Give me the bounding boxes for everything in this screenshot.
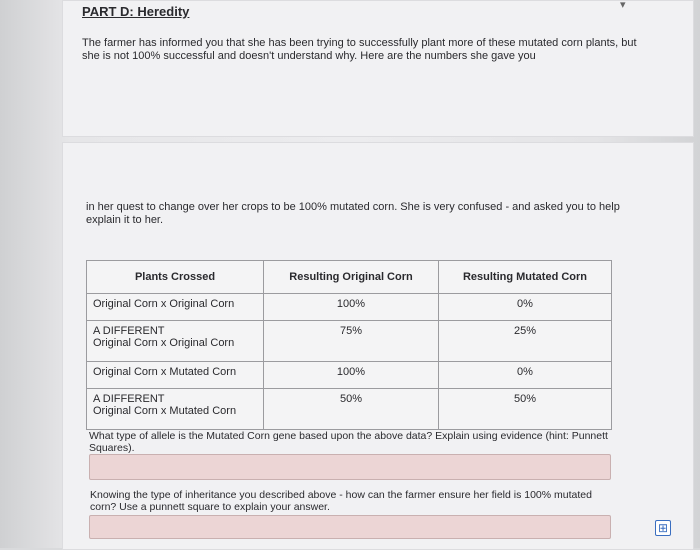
intro-card bbox=[62, 0, 694, 137]
original-percent-cell: 75% bbox=[264, 321, 439, 362]
question-1-text: What type of allele is the Mutated Corn gene based upon the above data? Explain using evidence (hint: Punnett Squares). bbox=[89, 430, 608, 454]
mutated-percent-cell: 0% bbox=[439, 294, 612, 321]
table-row bbox=[87, 321, 612, 362]
original-percent-cell: 50% bbox=[264, 389, 439, 430]
cross-cell: A DIFFERENT Original Corn x Original Corn bbox=[87, 321, 264, 362]
cross-results-table bbox=[86, 260, 612, 430]
mutated-percent-cell: 50% bbox=[439, 389, 612, 430]
mutated-percent-cell: 25% bbox=[439, 321, 612, 362]
cross-cell: Original Corn x Mutated Corn bbox=[87, 362, 264, 389]
cross-cell: Original Corn x Original Corn bbox=[87, 294, 264, 321]
original-percent-cell: 100% bbox=[264, 362, 439, 389]
question-2-answer-field[interactable] bbox=[89, 515, 611, 539]
mutated-percent-cell: 0% bbox=[439, 362, 612, 389]
question-1-answer-field[interactable] bbox=[89, 454, 611, 480]
header-original-corn: Resulting Original Corn bbox=[264, 261, 439, 294]
continuation-paragraph: in her quest to change over her crops to be 100% mutated corn. She is very confused - and asked you to help explain it to her. bbox=[86, 201, 620, 226]
caret-down-icon: ▾ bbox=[620, 0, 626, 11]
table-row bbox=[87, 362, 612, 389]
cross-cell: A DIFFERENT Original Corn x Mutated Corn bbox=[87, 389, 264, 430]
table-row bbox=[87, 389, 612, 430]
table-row bbox=[87, 294, 612, 321]
expand-icon[interactable]: ⊞ bbox=[655, 520, 671, 536]
header-plants-crossed: Plants Crossed bbox=[87, 261, 264, 294]
intro-paragraph: The farmer has informed you that she has been trying to successfully plant more of these mutated corn plants, but she is not 100% successful and doesn't understand why. Here are the numbers she gave you bbox=[82, 37, 637, 62]
header-mutated-corn: Resulting Mutated Corn bbox=[439, 261, 612, 294]
original-percent-cell: 100% bbox=[264, 294, 439, 321]
section-heading: PART D: Heredity bbox=[82, 4, 190, 19]
question-2-text: Knowing the type of inheritance you described above - how can the farmer ensure her field is 100% mutated corn? Use a punnett square to explain your answer. bbox=[90, 489, 592, 513]
